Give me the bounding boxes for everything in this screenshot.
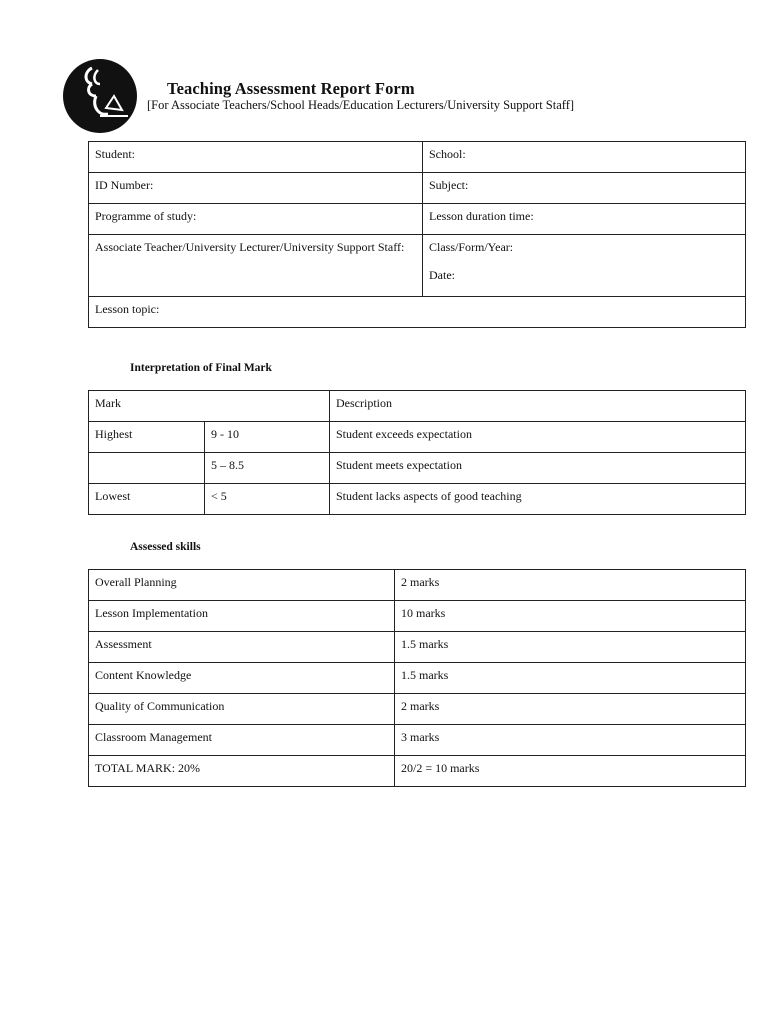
mark-header: Mark — [89, 391, 330, 422]
table-row — [89, 570, 746, 601]
skill-marks: 2 marks — [395, 570, 746, 601]
table-row — [89, 725, 746, 756]
school-field[interactable]: School: — [423, 142, 746, 173]
lesson-duration-field[interactable]: Lesson duration time: — [423, 204, 746, 235]
table-row — [89, 484, 746, 515]
id-number-field[interactable]: ID Number: — [89, 173, 423, 204]
interpretation-table — [88, 390, 746, 515]
skill-name: Classroom Management — [89, 725, 395, 756]
skill-marks: 1.5 marks — [395, 632, 746, 663]
mark-description: Student meets expectation — [330, 453, 746, 484]
mark-description: Student exceeds expectation — [330, 422, 746, 453]
student-details-table — [88, 141, 746, 328]
table-row — [89, 663, 746, 694]
form-title: Teaching Assessment Report Form — [167, 79, 415, 98]
interpretation-heading: Interpretation of Final Mark — [130, 362, 272, 374]
skill-marks: 1.5 marks — [395, 663, 746, 694]
table-row — [89, 601, 746, 632]
class-date-cell[interactable] — [423, 235, 746, 297]
assessed-skills-table — [88, 569, 746, 787]
table-row — [89, 422, 746, 453]
mark-range: 9 - 10 — [205, 422, 330, 453]
mark-level: Lowest — [89, 484, 205, 515]
skill-marks: 3 marks — [395, 725, 746, 756]
date-label: Date: — [429, 268, 455, 282]
mark-level: Highest — [89, 422, 205, 453]
skill-name: Content Knowledge — [89, 663, 395, 694]
table-row — [89, 632, 746, 663]
subject-field[interactable]: Subject: — [423, 173, 746, 204]
mark-range: 5 – 8.5 — [205, 453, 330, 484]
description-header: Description — [330, 391, 746, 422]
skill-name: Assessment — [89, 632, 395, 663]
skill-name: Quality of Communication — [89, 694, 395, 725]
skill-marks: 2 marks — [395, 694, 746, 725]
lesson-topic-field[interactable]: Lesson topic: — [89, 297, 746, 328]
mark-range: < 5 — [205, 484, 330, 515]
institution-logo — [62, 58, 138, 134]
mark-description: Student lacks aspects of good teaching — [330, 484, 746, 515]
student-field[interactable]: Student: — [89, 142, 423, 173]
total-row — [89, 756, 746, 787]
table-row — [89, 453, 746, 484]
skill-marks: 10 marks — [395, 601, 746, 632]
associate-field[interactable]: Associate Teacher/University Lecturer/University Support Staff: — [89, 235, 423, 297]
programme-field[interactable]: Programme of study: — [89, 204, 423, 235]
skill-name: Lesson Implementation — [89, 601, 395, 632]
skill-name: Overall Planning — [89, 570, 395, 601]
skills-heading: Assessed skills — [130, 541, 201, 553]
total-mark-label: TOTAL MARK: 20% — [89, 756, 395, 787]
mark-level — [89, 453, 205, 484]
form-subtitle: [For Associate Teachers/School Heads/Education Lecturers/University Support Staff] — [147, 98, 575, 112]
class-form-year-label: Class/Form/Year: — [429, 240, 514, 254]
total-mark-value: 20/2 = 10 marks — [395, 756, 746, 787]
table-row — [89, 694, 746, 725]
